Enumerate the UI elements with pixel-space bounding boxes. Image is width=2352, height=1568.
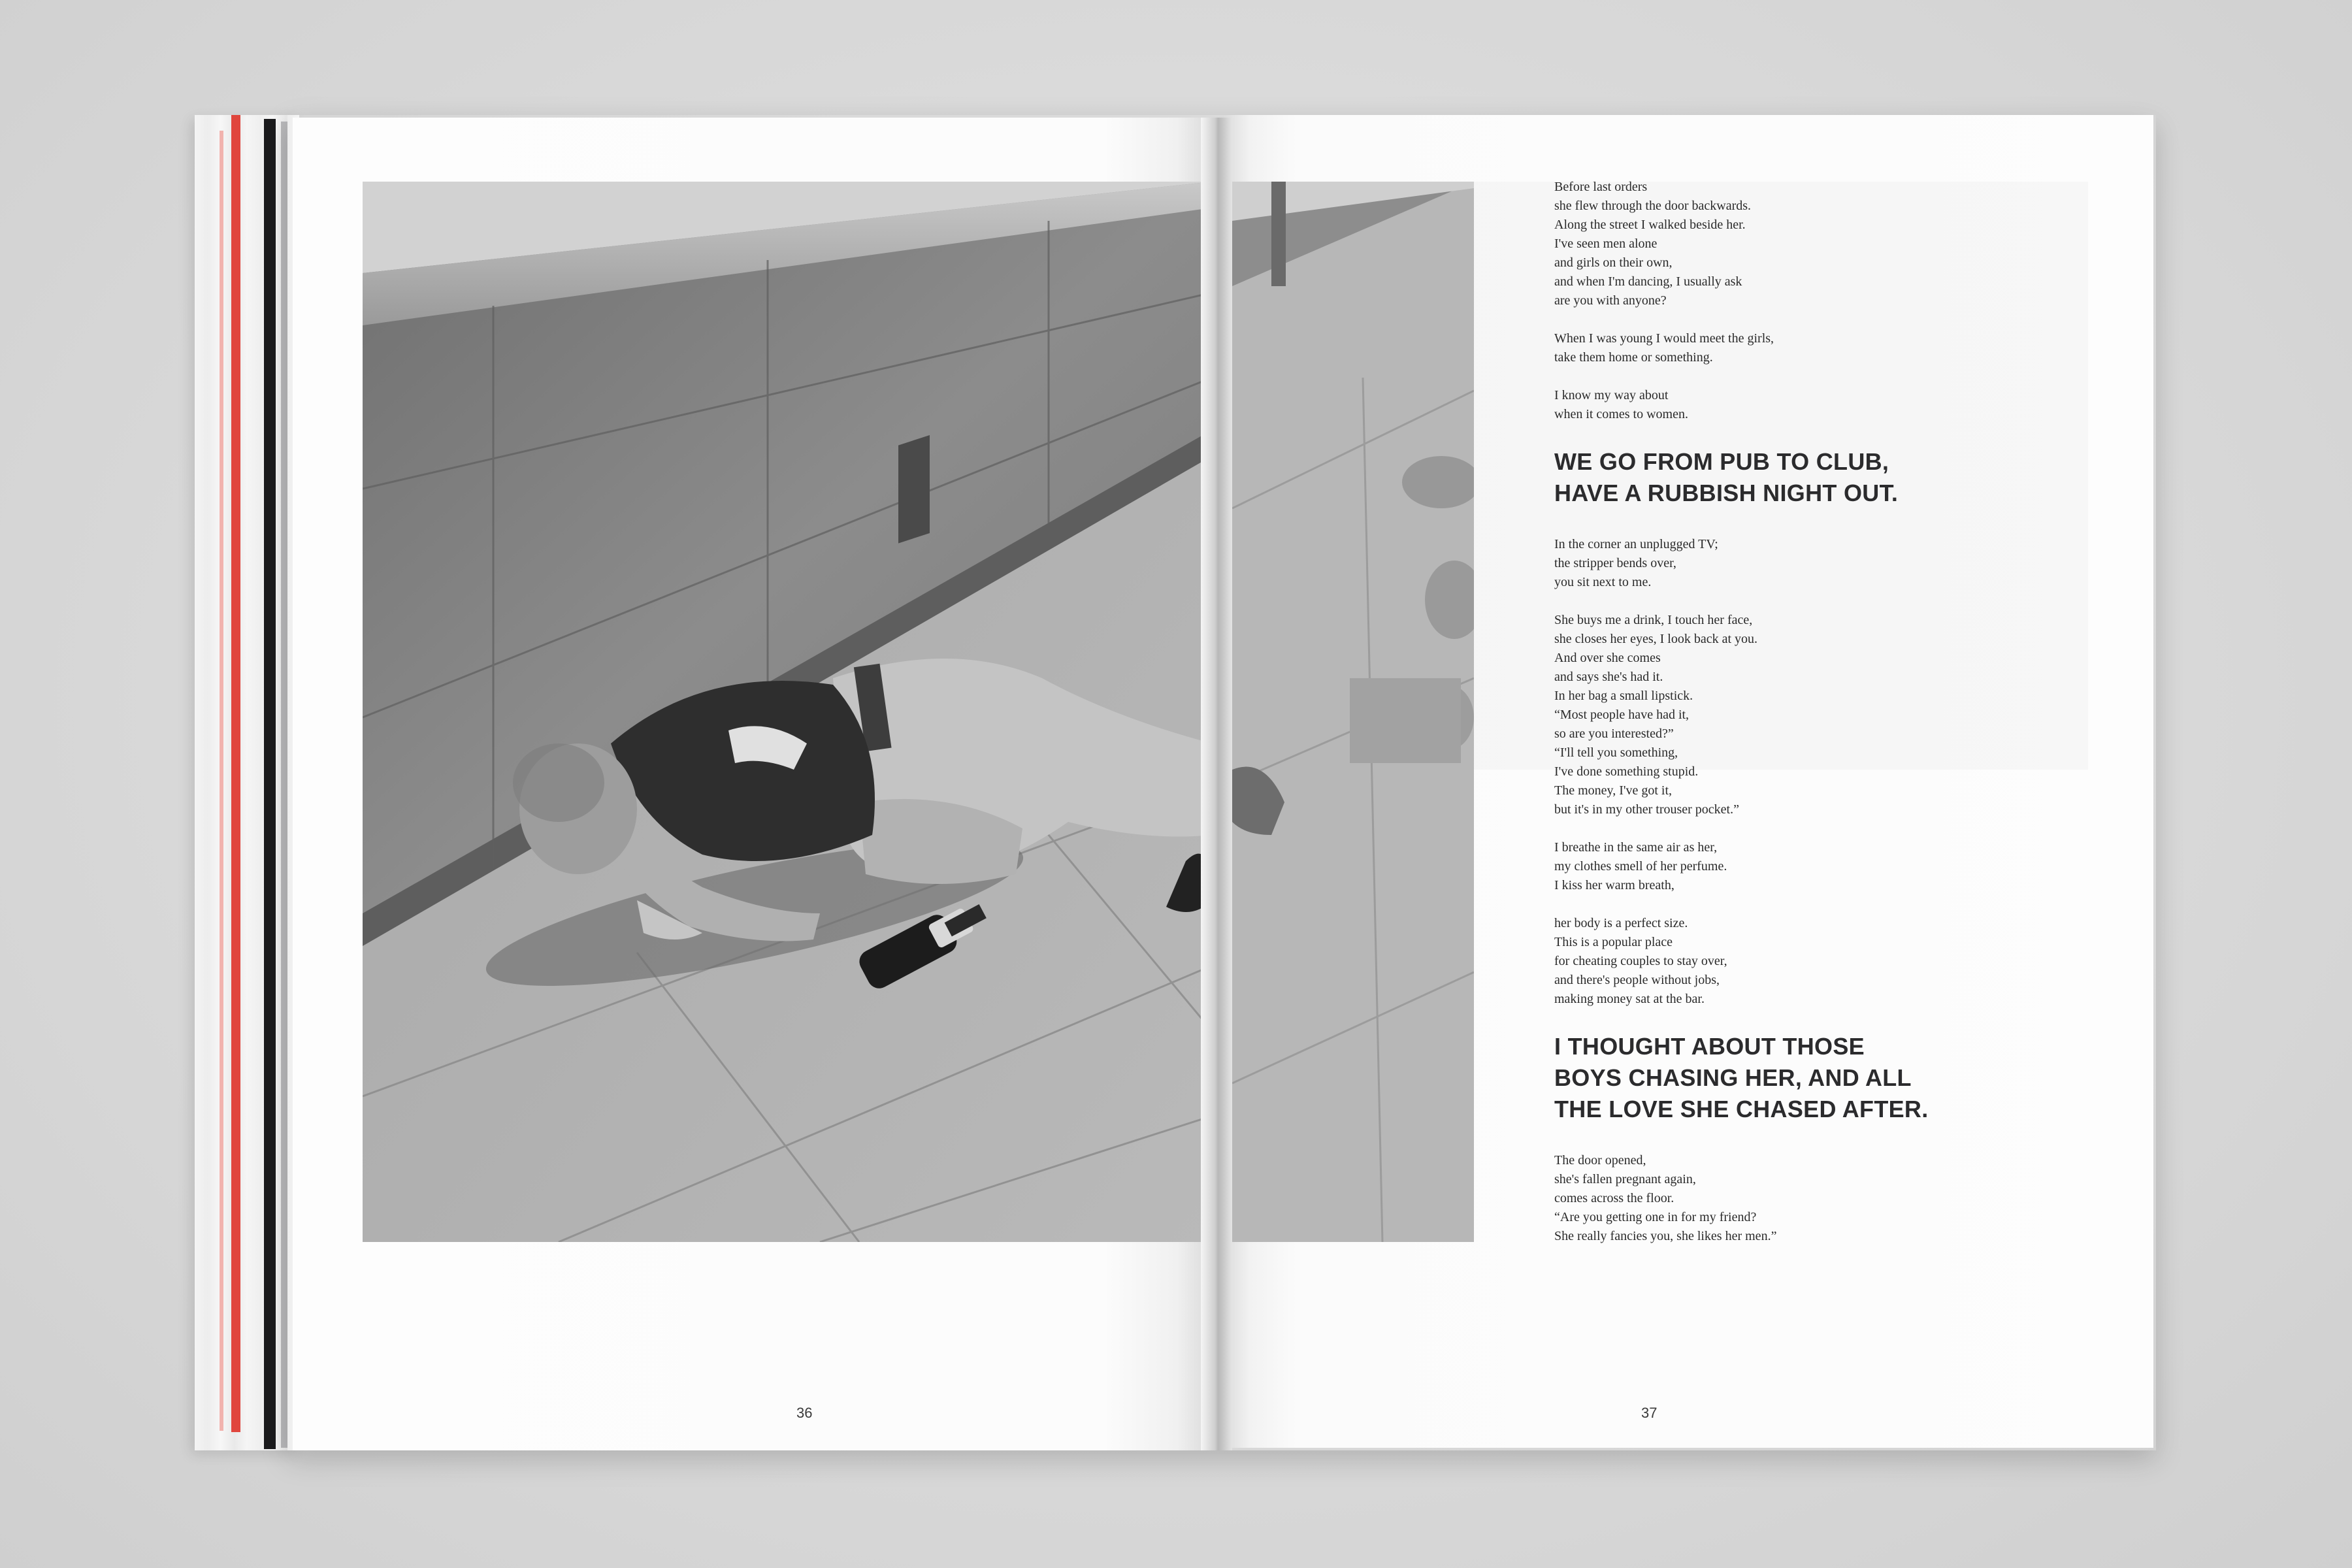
poem-line: In the corner an unplugged TV; — [1554, 537, 1718, 551]
poem-line: she closes her eyes, I look back at you. — [1554, 632, 1758, 646]
poem-line: comes across the floor. — [1554, 1191, 1674, 1205]
poem-line: She buys me a drink, I touch her face, — [1554, 613, 1753, 627]
stanza-6 — [1554, 838, 2077, 895]
street-photo-right — [1232, 182, 1474, 1242]
poem-line: making money sat at the bar. — [1554, 992, 1705, 1006]
poem-line: my clothes smell of her perfume. — [1554, 859, 1727, 874]
poem-line: And over she comes — [1554, 651, 1661, 665]
page-number-right: 37 — [1641, 1405, 1658, 1421]
stanza-5 — [1554, 611, 2077, 819]
heading-line: HAVE A RUBBISH NIGHT OUT. — [1554, 480, 1899, 506]
poem-line: take them home or something. — [1554, 350, 1713, 365]
poem-line: In her bag a small lipstick. — [1554, 689, 1693, 703]
book-edge-grey-stripe — [281, 122, 287, 1448]
stanza-7 — [1554, 914, 2077, 1009]
poem-line: The door opened, — [1554, 1153, 1646, 1168]
stanza-1 — [1554, 178, 2077, 310]
poem-line: “Most people have had it, — [1554, 708, 1690, 722]
heading-line: WE GO FROM PUB TO CLUB, — [1554, 448, 1889, 475]
pull-quote-heading-1 — [1554, 446, 2077, 509]
poem-line: This is a popular place — [1554, 935, 1673, 949]
poem-line: and says she's had it. — [1554, 670, 1663, 684]
street-photo-continuation-icon — [1232, 182, 1474, 1242]
book-gutter — [1201, 118, 1232, 1450]
poem-line: you sit next to me. — [1554, 575, 1652, 589]
heading-line: I THOUGHT ABOUT THOSE — [1554, 1033, 1865, 1060]
poem-line: for cheating couples to stay over, — [1554, 954, 1727, 968]
poem-line: the stripper bends over, — [1554, 556, 1676, 570]
stanza-2 — [1554, 329, 2077, 367]
poem-line: her body is a perfect size. — [1554, 916, 1688, 930]
poem-line: so are you interested?” — [1554, 727, 1674, 741]
stanza-3 — [1554, 386, 2077, 424]
page-number-left: 36 — [796, 1405, 813, 1421]
poem-line: she flew through the door backwards. — [1554, 199, 1752, 213]
poem-line: she's fallen pregnant again, — [1554, 1172, 1696, 1186]
street-photo-left — [363, 182, 1212, 1242]
poem-line: When I was young I would meet the girls, — [1554, 331, 1774, 346]
stanza-8 — [1554, 1151, 2077, 1246]
poem-text — [1554, 178, 2077, 1265]
poem-line: and girls on their own, — [1554, 255, 1673, 270]
street-photo-icon — [363, 182, 1212, 1242]
poem-line: I've seen men alone — [1554, 237, 1658, 251]
stanza-4 — [1554, 535, 2077, 592]
poem-line: Before last orders — [1554, 180, 1648, 194]
poem-line: “Are you getting one in for my friend? — [1554, 1210, 1757, 1224]
poem-line: Along the street I walked beside her. — [1554, 218, 1746, 232]
book-edge-black-stripe — [264, 119, 276, 1449]
book-edge-pink-stripe — [220, 131, 223, 1431]
pull-quote-heading-2 — [1554, 1031, 2077, 1125]
poem-line: The money, I've got it, — [1554, 783, 1673, 798]
poem-line: when it comes to women. — [1554, 407, 1688, 421]
poem-line: I kiss her warm breath, — [1554, 878, 1674, 892]
poem-line: but it's in my other trouser pocket.” — [1554, 802, 1739, 817]
poem-line: She really fancies you, she likes her men.” — [1554, 1229, 1777, 1243]
poem-line: I know my way about — [1554, 388, 1669, 402]
poem-line: I breathe in the same air as her, — [1554, 840, 1718, 855]
poem-line: and when I'm dancing, I usually ask — [1554, 274, 1742, 289]
poem-line: and there's people without jobs, — [1554, 973, 1720, 987]
poem-line: I've done something stupid. — [1554, 764, 1699, 779]
heading-line: BOYS CHASING HER, AND ALL — [1554, 1064, 1912, 1091]
poem-line: “I'll tell you something, — [1554, 745, 1678, 760]
book-edge-red-stripe — [231, 115, 240, 1432]
heading-line: THE LOVE SHE CHASED AFTER. — [1554, 1096, 1929, 1122]
poem-line: are you with anyone? — [1554, 293, 1667, 308]
